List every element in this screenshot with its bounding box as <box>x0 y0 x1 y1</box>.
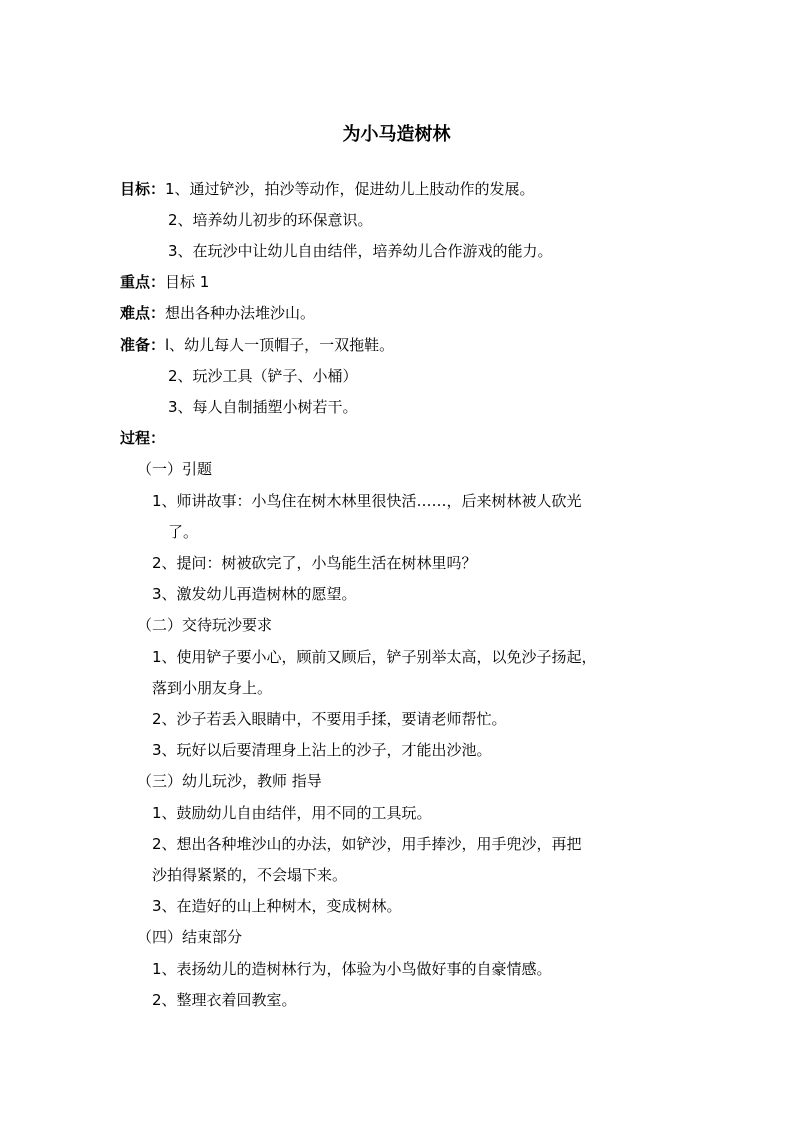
section-line: 沙拍得紧紧的，不会塌下来。 <box>152 866 348 884</box>
goal-item: 1、通过铲沙，拍沙等动作，促进幼儿上肢动作的发展。 <box>165 180 535 198</box>
section-line: 1、表扬幼儿的造树林行为，体验为小鸟做好事的自豪情感。 <box>152 960 552 978</box>
section-heading: （一）引题 <box>137 460 213 478</box>
section-line: 2、沙子若丢入眼睛中，不要用手揉，要请老师帮忙。 <box>152 710 507 728</box>
document-title: 为小马造树林 <box>342 124 451 145</box>
preparation-item: 2、玩沙工具（铲子、小桶） <box>168 367 358 385</box>
preparation-line-1 <box>120 335 394 355</box>
section-heading: （三）幼儿玩沙，教师 指导 <box>137 772 322 790</box>
preparation-label: 准备： <box>120 336 166 354</box>
goal-item: 3、在玩沙中让幼儿自由结伴，培养幼儿合作游戏的能力。 <box>168 242 553 260</box>
key-point-label: 重点： <box>120 273 166 291</box>
key-point-text: 目标 1 <box>165 273 210 291</box>
preparation-item: 3、每人自制插塑小树若干。 <box>168 398 358 416</box>
section-line: 了。 <box>168 523 199 541</box>
goal-item: 2、培养幼儿初步的环保意识。 <box>168 211 373 229</box>
difficulty-text: 想出各种办法堆沙山。 <box>165 304 316 322</box>
section-line: 2、整理衣着回教室。 <box>152 991 297 1009</box>
key-point-line <box>120 272 209 292</box>
section-line: 2、提问：树被砍完了，小鸟能生活在树林里吗？ <box>152 554 477 572</box>
difficulty-line <box>120 303 315 323</box>
section-line: 3、在造好的山上种树木，变成树林。 <box>152 897 402 915</box>
section-line: 落到小朋友身上。 <box>152 679 273 697</box>
process-label: 过程： <box>120 429 166 447</box>
section-heading: （二）交待玩沙要求 <box>137 616 273 634</box>
section-line: 1、师讲故事：小鸟住在树木林里很快活……，后来树林被人砍光 <box>152 492 582 510</box>
goals-label: 目标： <box>120 180 166 198</box>
difficulty-label: 难点： <box>120 304 166 322</box>
section-line: 3、激发幼儿再造树林的愿望。 <box>152 585 357 603</box>
section-line: 1、使用铲子要小心，顾前又顾后，铲子别举太高，以免沙子扬起， <box>152 648 597 666</box>
preparation-item: l、幼儿每人一顶帽子，一双拖鞋。 <box>165 336 395 354</box>
goal-line-1 <box>120 179 535 199</box>
section-heading: （四）结束部分 <box>137 928 243 946</box>
section-line: 3、玩好以后要清理身上沾上的沙子，才能出沙池。 <box>152 741 492 759</box>
section-line: 2、想出各种堆沙山的办法，如铲沙，用手捧沙，用手兜沙，再把 <box>152 835 582 853</box>
section-line: 1、鼓励幼儿自由结伴，用不同的工具玩。 <box>152 804 432 822</box>
